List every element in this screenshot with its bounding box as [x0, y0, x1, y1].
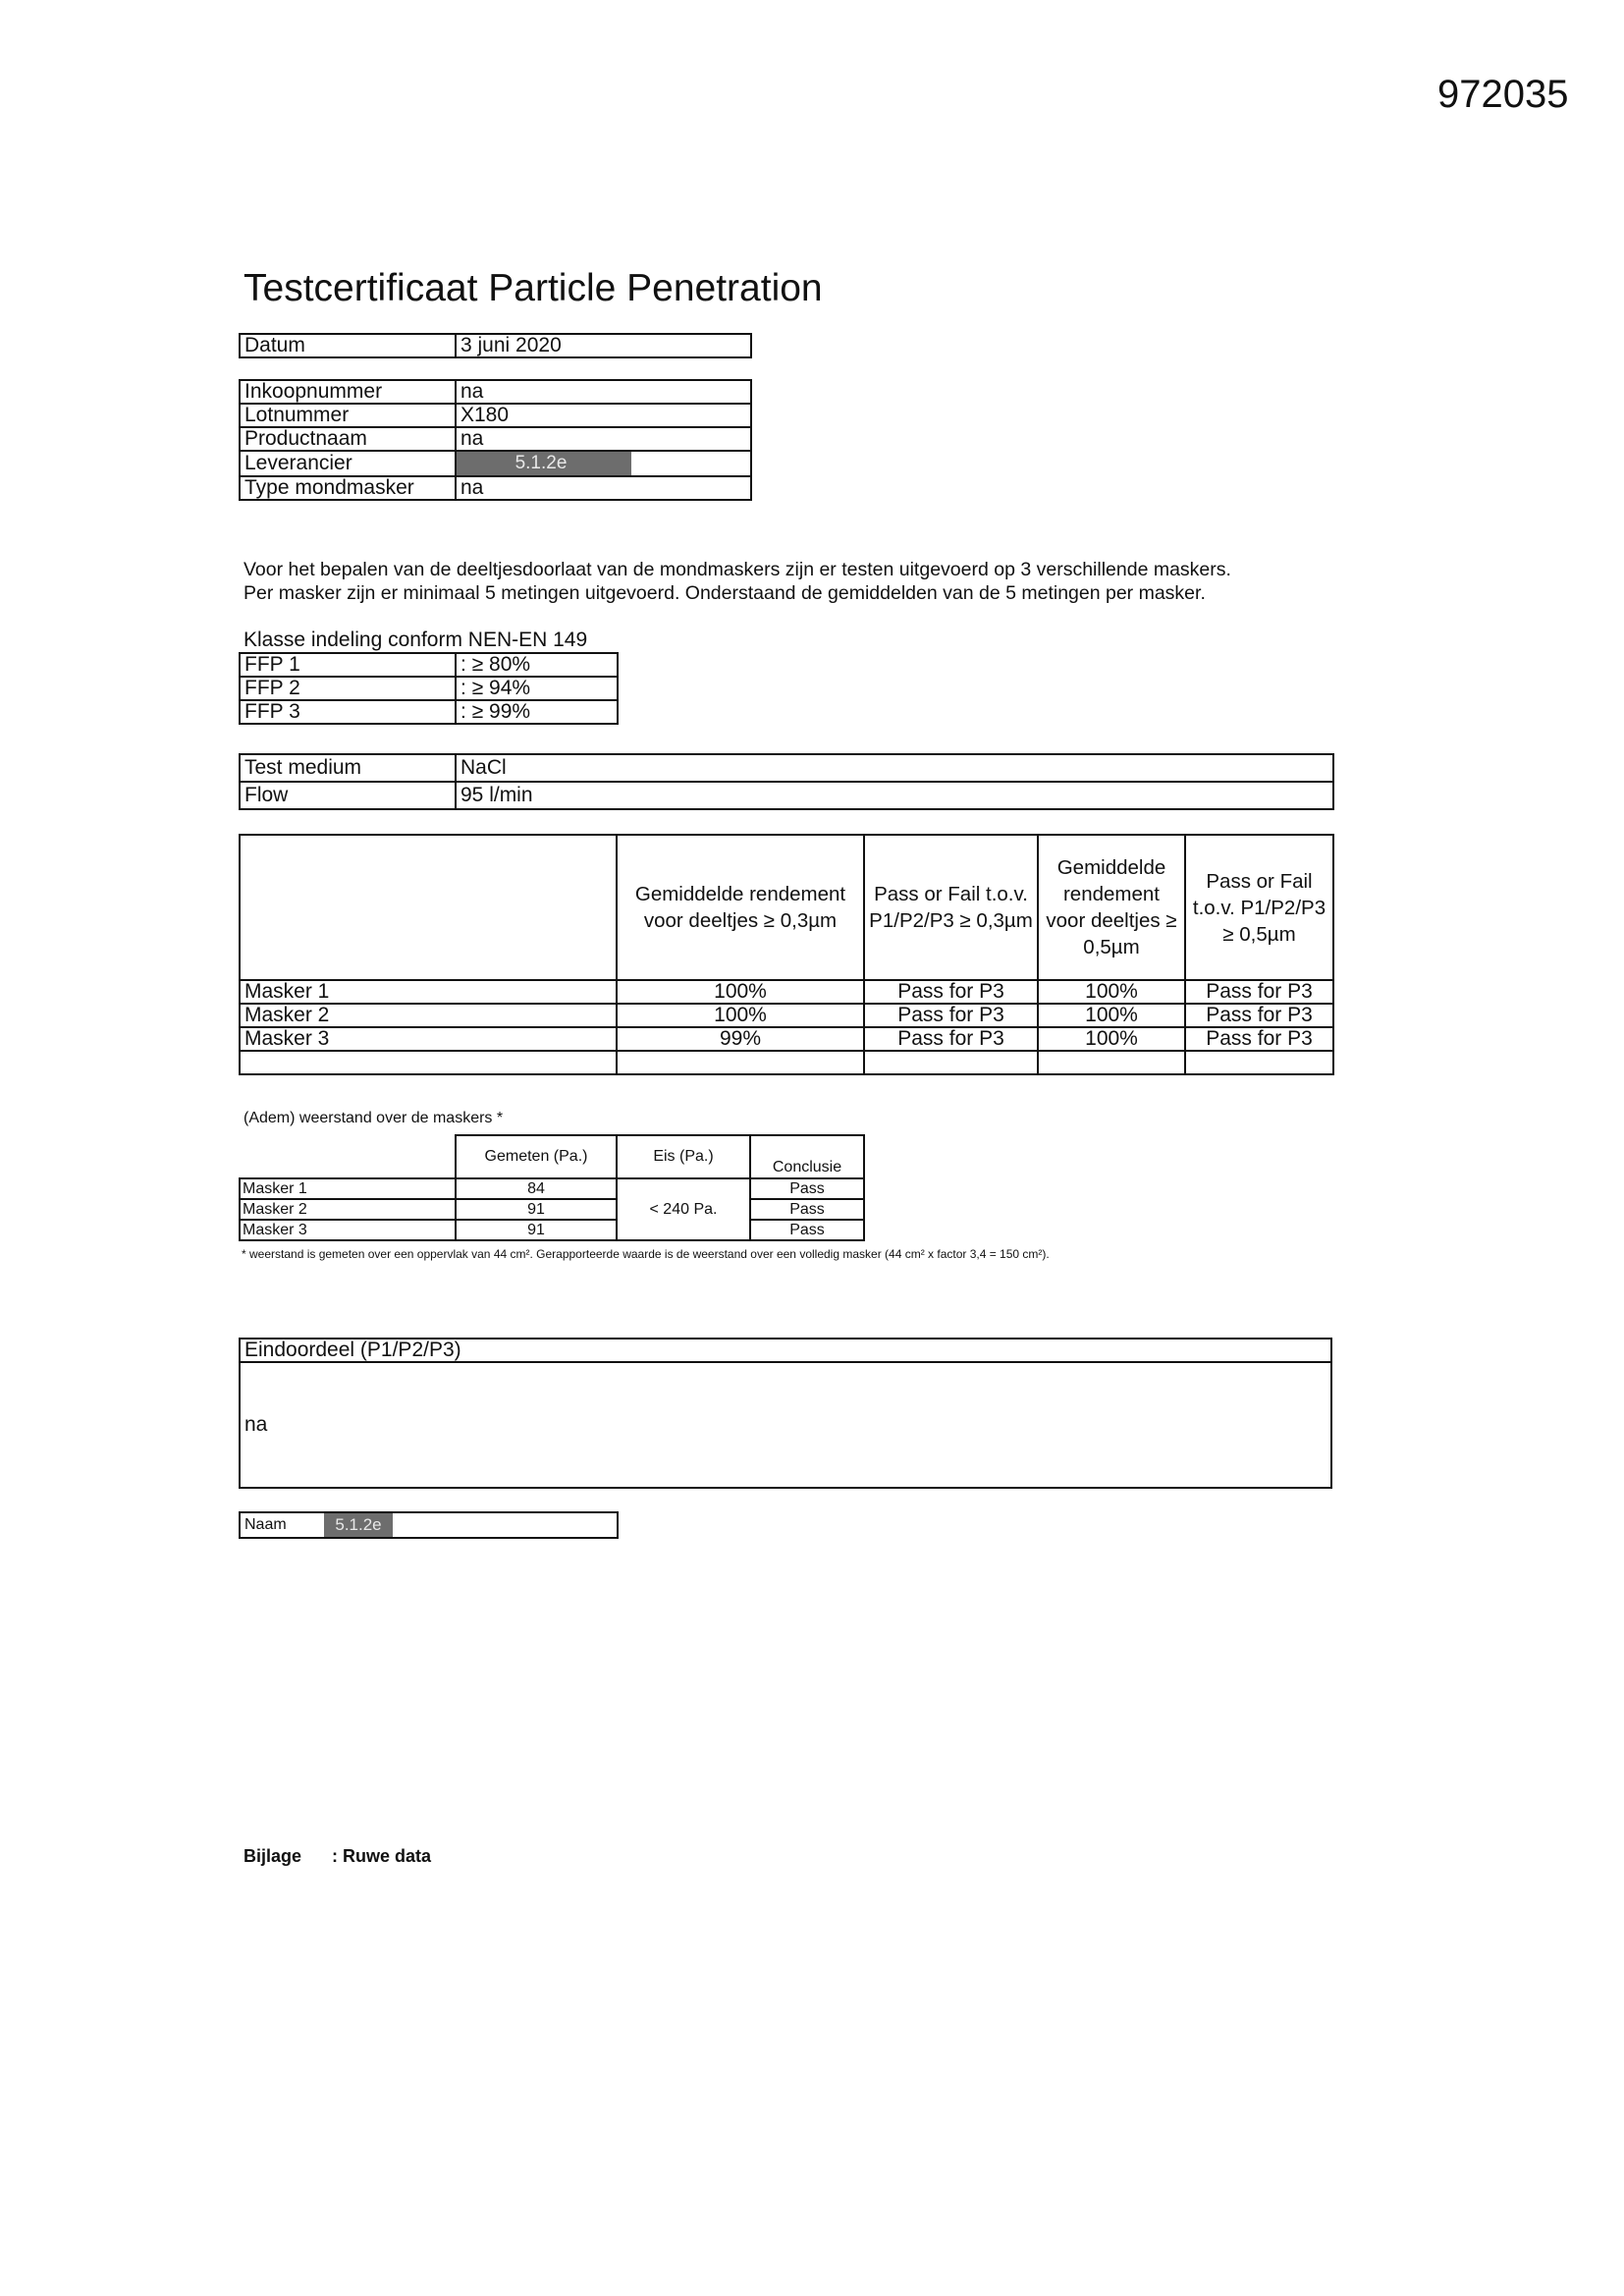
info-value: X180: [456, 404, 751, 427]
table-row: [240, 1199, 864, 1220]
medium-label: Flow: [240, 782, 456, 809]
table-cell: 100%: [1038, 1004, 1185, 1027]
adem-header-row: [240, 1135, 864, 1178]
medium-value: NaCl: [456, 754, 1333, 782]
datum-row: [240, 334, 751, 357]
row-label: Masker 2: [240, 1199, 456, 1220]
bijlage-value: : Ruwe data: [332, 1846, 432, 1866]
adem-title: (Adem) weerstand over de maskers *: [244, 1110, 504, 1126]
table-cell: Pass for P3: [864, 1027, 1038, 1051]
table-cell: 100%: [617, 980, 864, 1004]
medium-value: 95 l/min: [456, 782, 1333, 809]
klasse-label: FFP 3: [240, 700, 456, 724]
row-label: Masker 1: [240, 1178, 456, 1199]
klasse-label: FFP 2: [240, 677, 456, 700]
table-row: [240, 427, 751, 451]
table-cell: 100%: [1038, 1027, 1185, 1051]
klasse-label: FFP 1: [240, 653, 456, 677]
row-label: Masker 3: [240, 1027, 617, 1051]
table-row: [240, 1362, 1331, 1488]
table-cell: Pass for P3: [864, 980, 1038, 1004]
intro-line: Voor het bepalen van de deeltjesdoorlaat van de mondmaskers zijn er testen uitgevoerd op 3 verschillende maskers.: [244, 559, 1231, 580]
document-number: 972035: [1437, 73, 1569, 116]
table-cell: [1185, 1051, 1333, 1074]
datum-table: [239, 333, 752, 358]
bijlage-label: Bijlage: [244, 1846, 302, 1866]
klasse-title: Klasse indeling conform NEN-EN 149: [244, 629, 588, 651]
table-cell: [1038, 1051, 1185, 1074]
klasse-table: [239, 652, 619, 725]
gemeten-value: 84: [456, 1178, 617, 1199]
gemeten-value: 91: [456, 1199, 617, 1220]
table-row-empty: [240, 1051, 1333, 1074]
table-cell: Pass for P3: [864, 1004, 1038, 1027]
klasse-value: : ≥ 99%: [456, 700, 618, 724]
row-label: Masker 1: [240, 980, 617, 1004]
info-value: na: [456, 380, 751, 404]
adem-header: Gemeten (Pa.): [456, 1135, 617, 1178]
row-label: Masker 2: [240, 1004, 617, 1027]
results-header-row: [240, 835, 1333, 980]
datum-value: 3 juni 2020: [456, 334, 751, 357]
eindoordeel-value: na: [240, 1362, 1331, 1488]
adem-header: Conclusie: [750, 1135, 864, 1178]
test-medium-table: [239, 753, 1334, 810]
redaction-box: 5.1.2e: [456, 452, 631, 475]
info-label: Type mondmasker: [240, 476, 456, 500]
table-row: [240, 451, 751, 476]
naam-cell: [324, 1512, 618, 1538]
eindoordeel-table: [239, 1338, 1332, 1489]
redaction-box: 5.1.2e: [324, 1513, 393, 1537]
klasse-value: : ≥ 94%: [456, 677, 618, 700]
info-value: na: [456, 427, 751, 451]
product-info-table: [239, 379, 752, 501]
bijlage: [244, 1846, 431, 1867]
table-cell: Pass for P3: [1185, 1027, 1333, 1051]
table-cell: [617, 1051, 864, 1074]
table-cell: [864, 1051, 1038, 1074]
info-label: Productnaam: [240, 427, 456, 451]
conclusie-value: Pass: [750, 1178, 864, 1199]
results-header: Pass or Fail t.o.v. P1/P2/P3 ≥ 0,3µm: [864, 835, 1038, 980]
table-row: [240, 476, 751, 500]
klasse-value: : ≥ 80%: [456, 653, 618, 677]
table-cell: Pass for P3: [1185, 1004, 1333, 1027]
naam-label: Naam: [240, 1512, 324, 1538]
table-row: [240, 404, 751, 427]
table-row: [240, 653, 618, 677]
info-label: Lotnummer: [240, 404, 456, 427]
table-row: [240, 980, 1333, 1004]
table-row: [240, 782, 1333, 809]
table-row: [240, 1027, 1333, 1051]
eindoordeel-label: Eindoordeel (P1/P2/P3): [240, 1339, 1331, 1362]
medium-label: Test medium: [240, 754, 456, 782]
conclusie-value: Pass: [750, 1220, 864, 1240]
adem-header: Eis (Pa.): [617, 1135, 750, 1178]
info-value: na: [456, 476, 751, 500]
table-row: [240, 1004, 1333, 1027]
table-row: [240, 1512, 618, 1538]
table-cell: 99%: [617, 1027, 864, 1051]
table-row: [240, 380, 751, 404]
info-label: Leverancier: [240, 451, 456, 476]
page-title: Testcertificaat Particle Penetration: [244, 267, 823, 309]
table-row: [240, 1178, 864, 1199]
results-table: [239, 834, 1334, 1075]
row-label: Masker 3: [240, 1220, 456, 1240]
table-row: [240, 700, 618, 724]
table-cell: 100%: [1038, 980, 1185, 1004]
table-cell: 100%: [617, 1004, 864, 1027]
info-label: Inkoopnummer: [240, 380, 456, 404]
table-row: [240, 1339, 1331, 1362]
table-row: [240, 677, 618, 700]
table-row: [240, 754, 1333, 782]
table-cell: [240, 1051, 617, 1074]
adem-table: [239, 1134, 865, 1241]
eis-value: < 240 Pa.: [617, 1178, 750, 1240]
datum-label: Datum: [240, 334, 456, 357]
naam-table: [239, 1511, 619, 1539]
table-row: [240, 1220, 864, 1240]
results-header: [240, 835, 617, 980]
table-cell: Pass for P3: [1185, 980, 1333, 1004]
results-header: Gemiddelde rendement voor deeltjes ≥ 0,5µm: [1038, 835, 1185, 980]
leverancier-cell: [456, 451, 751, 476]
adem-footnote: * weerstand is gemeten over een oppervlak van 44 cm². Gerapporteerde waarde is de weerstand over een volledig masker (44 cm² x factor 3,4 = 150 cm²).: [242, 1247, 1050, 1261]
results-header: Pass or Fail t.o.v. P1/P2/P3 ≥ 0,5µm: [1185, 835, 1333, 980]
results-header: Gemiddelde rendement voor deeltjes ≥ 0,3µm: [617, 835, 864, 980]
table-cell: [240, 1135, 456, 1178]
intro-line: Per masker zijn er minimaal 5 metingen uitgevoerd. Onderstaand de gemiddelden van de 5 metingen per masker.: [244, 582, 1206, 604]
conclusie-value: Pass: [750, 1199, 864, 1220]
gemeten-value: 91: [456, 1220, 617, 1240]
